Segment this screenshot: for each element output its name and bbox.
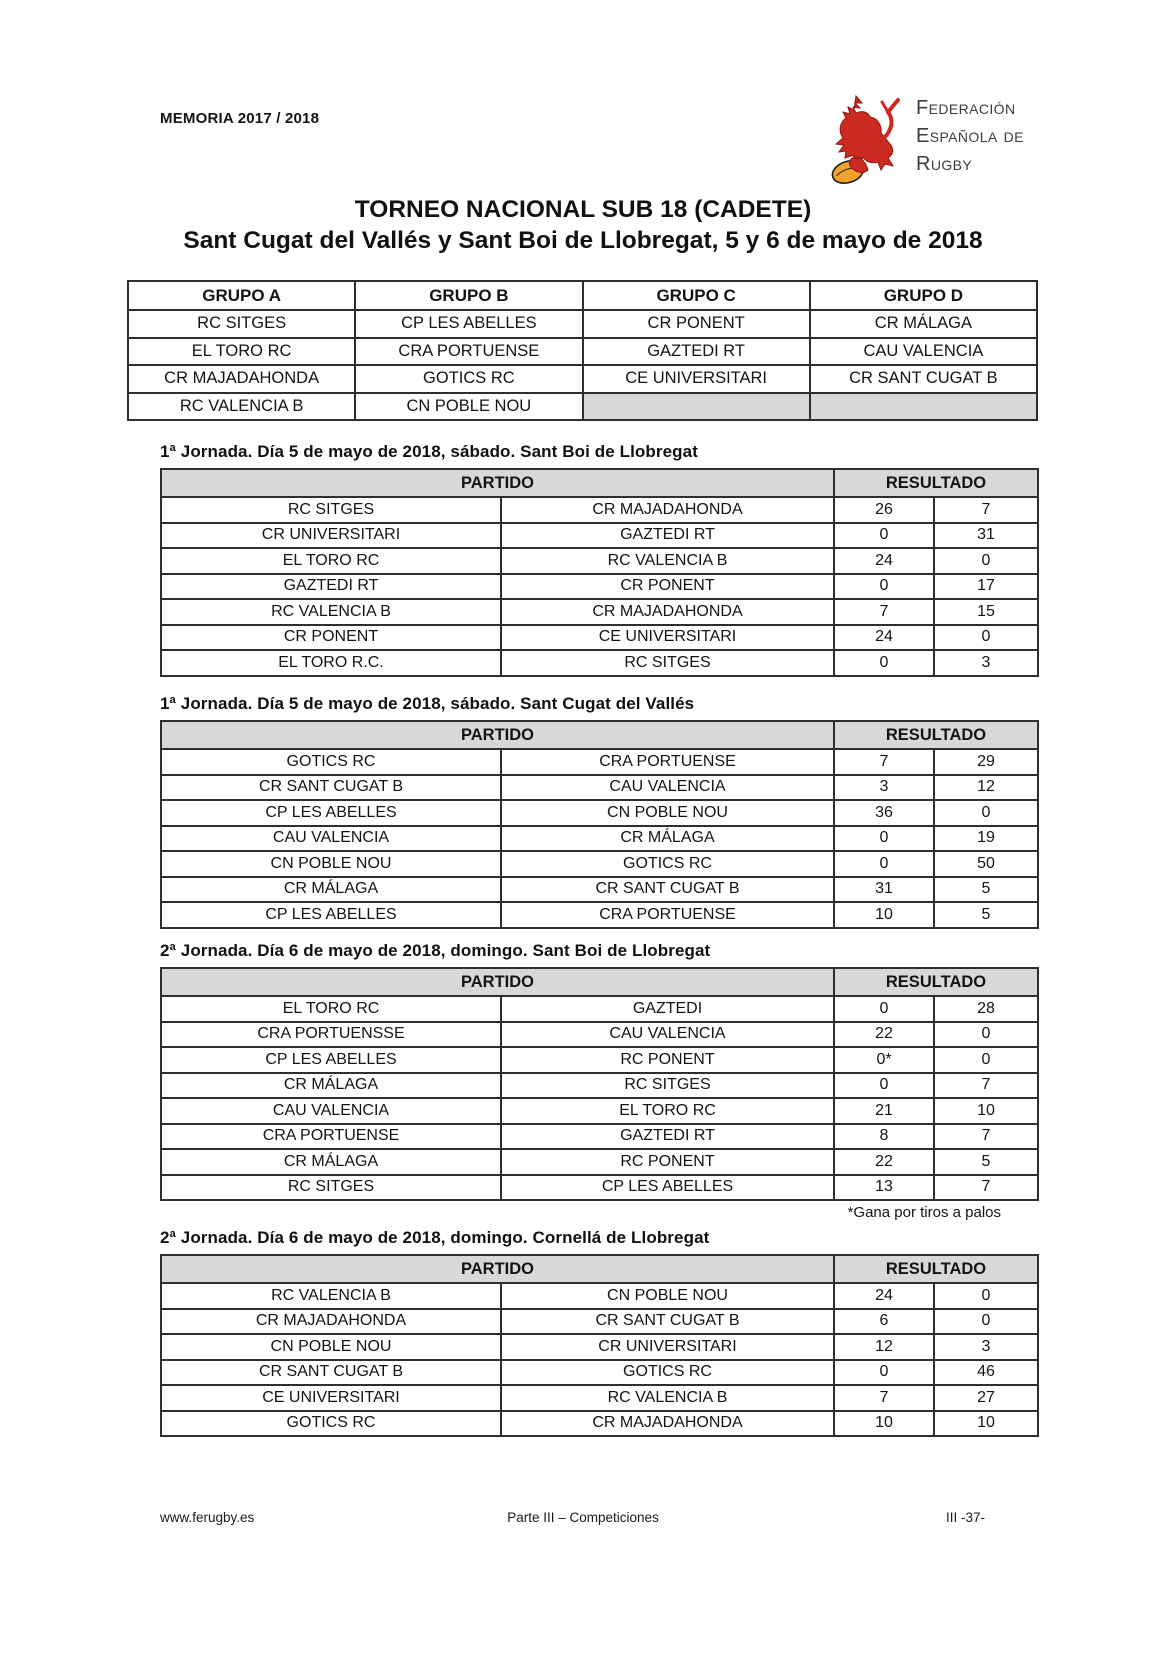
footer-url: www.ferugby.es	[160, 1510, 255, 1525]
away-team-cell: EL TORO RC	[501, 1098, 834, 1124]
group-team-cell: GAZTEDI RT	[583, 338, 810, 366]
jornada-section	[160, 694, 1037, 929]
away-team-cell: RC PONENT	[501, 1047, 834, 1073]
away-score-cell: 0	[934, 1022, 1038, 1048]
match-row	[161, 599, 1038, 625]
match-row	[161, 1073, 1038, 1099]
away-score-cell: 5	[934, 1149, 1038, 1175]
match-row	[161, 1098, 1038, 1124]
away-team-cell: GOTICS RC	[501, 1360, 834, 1386]
group-header: GRUPO D	[810, 281, 1037, 310]
away-score-cell: 10	[934, 1098, 1038, 1124]
home-team-cell: CAU VALENCIA	[161, 826, 501, 852]
away-score-cell: 0	[934, 548, 1038, 574]
away-score-cell: 12	[934, 775, 1038, 801]
results-header-row	[161, 469, 1038, 497]
match-row	[161, 1175, 1038, 1201]
away-team-cell: CR SANT CUGAT B	[501, 1309, 834, 1335]
away-score-cell: 46	[934, 1360, 1038, 1386]
away-team-cell: CAU VALENCIA	[501, 1022, 834, 1048]
away-score-cell: 27	[934, 1385, 1038, 1411]
home-team-cell: CR MÁLAGA	[161, 1149, 501, 1175]
group-header: GRUPO C	[583, 281, 810, 310]
away-score-cell: 5	[934, 902, 1038, 928]
away-team-cell: CN POBLE NOU	[501, 1283, 834, 1309]
match-row	[161, 1047, 1038, 1073]
results-header-row	[161, 1255, 1038, 1283]
match-row	[161, 877, 1038, 903]
results-table	[160, 967, 1039, 1201]
groups-table	[127, 280, 1038, 421]
away-score-cell: 0	[934, 625, 1038, 651]
resultado-header: RESULTADO	[834, 469, 1038, 497]
match-row	[161, 650, 1038, 676]
away-team-cell: GOTICS RC	[501, 851, 834, 877]
home-team-cell: CR MÁLAGA	[161, 877, 501, 903]
away-score-cell: 7	[934, 497, 1038, 523]
home-team-cell: GOTICS RC	[161, 1411, 501, 1437]
home-score-cell: 36	[834, 800, 934, 826]
match-row	[161, 1283, 1038, 1309]
home-score-cell: 24	[834, 548, 934, 574]
away-score-cell: 17	[934, 574, 1038, 600]
home-team-cell: RC VALENCIA B	[161, 599, 501, 625]
home-team-cell: CR MAJADAHONDA	[161, 1309, 501, 1335]
home-score-cell: 0	[834, 826, 934, 852]
home-score-cell: 0*	[834, 1047, 934, 1073]
jornada-heading: 1ª Jornada. Día 5 de mayo de 2018, sábado. Sant Boi de Llobregat	[160, 442, 698, 461]
home-team-cell: CN POBLE NOU	[161, 851, 501, 877]
page-title: TORNEO NACIONAL SUB 18 (CADETE)	[354, 196, 812, 223]
home-score-cell: 31	[834, 877, 934, 903]
group-header: GRUPO B	[355, 281, 582, 310]
home-score-cell: 0	[834, 1073, 934, 1099]
groups-header-row	[128, 281, 1037, 310]
page-subtitle: Sant Cugat del Vallés y Sant Boi de Llobregat, 5 y 6 de mayo de 2018	[183, 227, 983, 254]
home-team-cell: CR PONENT	[161, 625, 501, 651]
home-team-cell: CP LES ABELLES	[161, 902, 501, 928]
home-score-cell: 13	[834, 1175, 934, 1201]
away-team-cell: CR SANT CUGAT B	[501, 877, 834, 903]
home-team-cell: CAU VALENCIA	[161, 1098, 501, 1124]
away-score-cell: 7	[934, 1124, 1038, 1150]
away-team-cell: RC VALENCIA B	[501, 1385, 834, 1411]
results-table	[160, 720, 1039, 929]
home-team-cell: CP LES ABELLES	[161, 1047, 501, 1073]
footer-section: Parte III – Competiciones	[507, 1510, 659, 1525]
resultado-header: RESULTADO	[834, 721, 1038, 749]
away-team-cell: RC SITGES	[501, 1073, 834, 1099]
home-score-cell: 7	[834, 749, 934, 775]
away-team-cell: CAU VALENCIA	[501, 775, 834, 801]
home-score-cell: 7	[834, 599, 934, 625]
groups-row	[128, 393, 1037, 421]
match-row	[161, 749, 1038, 775]
home-score-cell: 24	[834, 1283, 934, 1309]
home-team-cell: EL TORO RC	[161, 996, 501, 1022]
away-score-cell: 19	[934, 826, 1038, 852]
partido-header: PARTIDO	[161, 469, 834, 497]
match-row	[161, 1309, 1038, 1335]
home-team-cell: CR SANT CUGAT B	[161, 775, 501, 801]
away-score-cell: 15	[934, 599, 1038, 625]
groups-row	[128, 365, 1037, 393]
resultado-header: RESULTADO	[834, 1255, 1038, 1283]
home-team-cell: CRA PORTUENSE	[161, 1124, 501, 1150]
away-score-cell: 50	[934, 851, 1038, 877]
results-table	[160, 468, 1039, 677]
away-score-cell: 7	[934, 1073, 1038, 1099]
partido-header: PARTIDO	[161, 721, 834, 749]
jornada-section	[160, 1228, 1037, 1437]
away-score-cell: 0	[934, 1283, 1038, 1309]
home-score-cell: 3	[834, 775, 934, 801]
match-row	[161, 1149, 1038, 1175]
home-score-cell: 6	[834, 1309, 934, 1335]
match-row	[161, 1022, 1038, 1048]
home-team-cell: RC SITGES	[161, 497, 501, 523]
results-table	[160, 1254, 1039, 1437]
away-team-cell: RC PONENT	[501, 1149, 834, 1175]
home-team-cell: CRA PORTUENSSE	[161, 1022, 501, 1048]
home-team-cell: GOTICS RC	[161, 749, 501, 775]
away-team-cell: CE UNIVERSITARI	[501, 625, 834, 651]
match-row	[161, 902, 1038, 928]
home-score-cell: 0	[834, 574, 934, 600]
jornada-section	[160, 941, 1037, 1221]
away-score-cell: 3	[934, 1334, 1038, 1360]
away-team-cell: RC VALENCIA B	[501, 548, 834, 574]
away-team-cell: CN POBLE NOU	[501, 800, 834, 826]
match-row	[161, 1411, 1038, 1437]
away-score-cell: 31	[934, 523, 1038, 549]
away-score-cell: 28	[934, 996, 1038, 1022]
match-row	[161, 1385, 1038, 1411]
groups-row	[128, 310, 1037, 338]
away-team-cell: CR MAJADAHONDA	[501, 1411, 834, 1437]
group-team-cell: RC VALENCIA B	[128, 393, 355, 421]
match-row	[161, 800, 1038, 826]
group-team-cell: CR MAJADAHONDA	[128, 365, 355, 393]
partido-header: PARTIDO	[161, 1255, 834, 1283]
match-row	[161, 548, 1038, 574]
resultado-header: RESULTADO	[834, 968, 1038, 996]
away-team-cell: CR UNIVERSITARI	[501, 1334, 834, 1360]
results-header-row	[161, 721, 1038, 749]
home-team-cell: EL TORO R.C.	[161, 650, 501, 676]
away-score-cell: 0	[934, 800, 1038, 826]
away-team-cell: CR MAJADAHONDA	[501, 599, 834, 625]
home-score-cell: 22	[834, 1149, 934, 1175]
group-team-cell: CR PONENT	[583, 310, 810, 338]
home-team-cell: EL TORO RC	[161, 548, 501, 574]
away-team-cell: GAZTEDI	[501, 996, 834, 1022]
memoria-label: MEMORIA 2017 / 2018	[160, 110, 320, 127]
home-score-cell: 7	[834, 1385, 934, 1411]
group-team-cell: RC SITGES	[128, 310, 355, 338]
home-score-cell: 26	[834, 497, 934, 523]
group-team-cell: CR SANT CUGAT B	[810, 365, 1037, 393]
groups-row	[128, 338, 1037, 366]
jornada-section	[160, 442, 1037, 677]
match-row	[161, 775, 1038, 801]
match-row	[161, 1124, 1038, 1150]
home-score-cell: 0	[834, 1360, 934, 1386]
logo-text-line2: Española de	[916, 125, 1024, 147]
home-score-cell: 10	[834, 902, 934, 928]
home-team-cell: CE UNIVERSITARI	[161, 1385, 501, 1411]
home-team-cell: RC VALENCIA B	[161, 1283, 501, 1309]
group-team-cell: EL TORO RC	[128, 338, 355, 366]
home-team-cell: CP LES ABELLES	[161, 800, 501, 826]
match-row	[161, 851, 1038, 877]
group-header: GRUPO A	[128, 281, 355, 310]
away-team-cell: CRA PORTUENSE	[501, 902, 834, 928]
home-team-cell: CR MÁLAGA	[161, 1073, 501, 1099]
jornada-heading: 2ª Jornada. Día 6 de mayo de 2018, domingo. Sant Boi de Llobregat	[160, 941, 711, 960]
away-team-cell: GAZTEDI RT	[501, 1124, 834, 1150]
match-row	[161, 625, 1038, 651]
results-header-row	[161, 968, 1038, 996]
match-row	[161, 497, 1038, 523]
logo-text-line3: Rugby	[916, 153, 973, 175]
home-team-cell: GAZTEDI RT	[161, 574, 501, 600]
fer-logo	[826, 90, 1024, 186]
home-score-cell: 8	[834, 1124, 934, 1150]
away-score-cell: 7	[934, 1175, 1038, 1201]
match-row	[161, 996, 1038, 1022]
lion-rugby-ball-icon	[826, 90, 904, 186]
home-score-cell: 12	[834, 1334, 934, 1360]
footer-page-number: III -37-	[945, 1510, 985, 1525]
match-row	[161, 1334, 1038, 1360]
home-score-cell: 10	[834, 1411, 934, 1437]
group-team-cell: CP LES ABELLES	[355, 310, 582, 338]
away-team-cell: GAZTEDI RT	[501, 523, 834, 549]
jornada-heading: 1ª Jornada. Día 5 de mayo de 2018, sábado. Sant Cugat del Vallés	[160, 694, 695, 713]
page-title-block	[0, 194, 1166, 256]
jornada-heading: 2ª Jornada. Día 6 de mayo de 2018, domingo. Cornellá de Llobregat	[160, 1228, 710, 1247]
home-score-cell: 24	[834, 625, 934, 651]
group-team-cell: CE UNIVERSITARI	[583, 365, 810, 393]
match-row	[161, 1360, 1038, 1386]
home-team-cell: CN POBLE NOU	[161, 1334, 501, 1360]
away-score-cell: 3	[934, 650, 1038, 676]
home-team-cell: CR UNIVERSITARI	[161, 523, 501, 549]
group-team-cell: CN POBLE NOU	[355, 393, 582, 421]
away-team-cell: CR PONENT	[501, 574, 834, 600]
away-score-cell: 29	[934, 749, 1038, 775]
away-score-cell: 5	[934, 877, 1038, 903]
away-score-cell: 10	[934, 1411, 1038, 1437]
match-row	[161, 826, 1038, 852]
home-score-cell: 0	[834, 650, 934, 676]
group-team-cell: GOTICS RC	[355, 365, 582, 393]
away-team-cell: RC SITGES	[501, 650, 834, 676]
group-team-cell: CRA PORTUENSE	[355, 338, 582, 366]
home-score-cell: 21	[834, 1098, 934, 1124]
partido-header: PARTIDO	[161, 968, 834, 996]
home-score-cell: 0	[834, 851, 934, 877]
logo-text-line1: Federación	[916, 97, 1016, 119]
group-team-cell: CAU VALENCIA	[810, 338, 1037, 366]
away-team-cell: CRA PORTUENSE	[501, 749, 834, 775]
home-team-cell: CR SANT CUGAT B	[161, 1360, 501, 1386]
away-score-cell: 0	[934, 1309, 1038, 1335]
away-score-cell: 0	[934, 1047, 1038, 1073]
match-row	[161, 574, 1038, 600]
home-score-cell: 22	[834, 1022, 934, 1048]
group-team-cell: CR MÁLAGA	[810, 310, 1037, 338]
away-team-cell: CR MAJADAHONDA	[501, 497, 834, 523]
group-empty-cell	[583, 393, 810, 421]
federation-name	[916, 90, 1024, 178]
home-team-cell: RC SITGES	[161, 1175, 501, 1201]
result-footnote: *Gana por tiros a palos	[847, 1204, 1001, 1221]
group-empty-cell	[810, 393, 1037, 421]
home-score-cell: 0	[834, 996, 934, 1022]
away-team-cell: CP LES ABELLES	[501, 1175, 834, 1201]
match-row	[161, 523, 1038, 549]
away-team-cell: CR MÁLAGA	[501, 826, 834, 852]
home-score-cell: 0	[834, 523, 934, 549]
